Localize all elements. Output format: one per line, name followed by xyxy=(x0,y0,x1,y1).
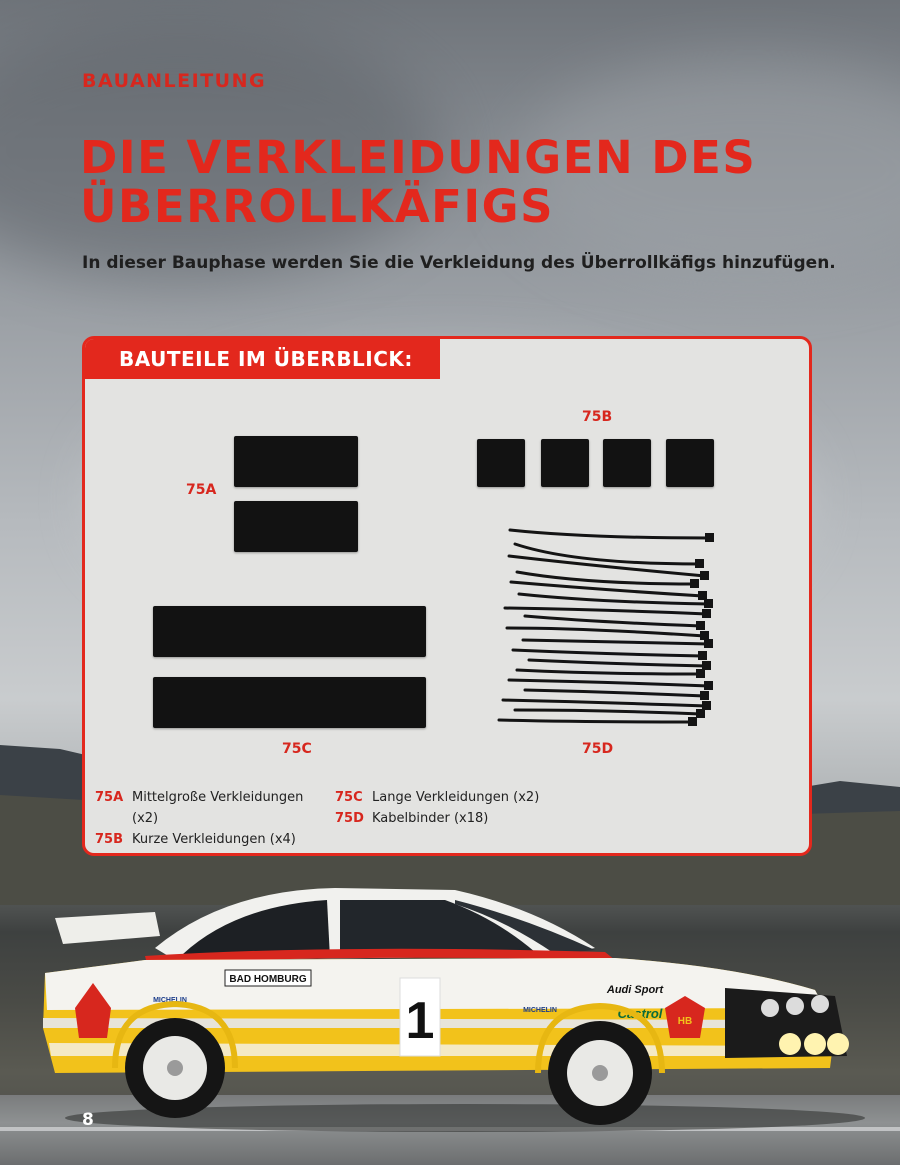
legend-code-75b: 75B xyxy=(95,832,123,847)
page-title xyxy=(80,133,756,231)
page-number: 8 xyxy=(82,1110,94,1130)
legend-code-75a: 75A xyxy=(95,790,124,805)
felt-pad-75a-1 xyxy=(234,436,358,487)
legend-qty-75a: (x2) xyxy=(132,811,159,826)
felt-pad-75b-2 xyxy=(541,439,589,487)
part-label-75c: 75C xyxy=(282,741,312,757)
legend-item-75c xyxy=(335,787,575,808)
sponsor-michelin-front: MICHELIN xyxy=(523,1007,557,1014)
legend-item-75a xyxy=(95,787,330,808)
legend-item-75b xyxy=(95,829,330,850)
legend-text-75a: Mittelgroße Verkleidungen xyxy=(132,790,304,805)
legend-item-75d xyxy=(335,808,575,829)
felt-pad-75a-2 xyxy=(234,501,358,552)
panel-heading: BAUTEILE IM ÜBERBLICK: xyxy=(85,339,440,379)
felt-pad-75c-2 xyxy=(153,677,426,728)
part-label-75d: 75D xyxy=(582,741,614,757)
part-label-75b: 75B xyxy=(582,409,613,425)
sponsor-hb: HB xyxy=(677,1016,693,1027)
sponsor-castrol: Castrol xyxy=(617,1006,663,1021)
part-label-75a: 75A xyxy=(186,482,217,498)
sponsor-audi-sport: Audi Sport xyxy=(606,984,664,996)
legend-code-75d: 75D xyxy=(335,811,364,826)
legend-text-75c: Lange Verkleidungen (x2) xyxy=(372,790,540,805)
legend-text-75b: Kurze Verkleidungen (x4) xyxy=(132,832,296,847)
sponsor-michelin-rear: MICHELIN xyxy=(153,997,187,1004)
parts-overview-panel xyxy=(82,336,812,856)
title-line-2: ÜBERROLLKÄFIGS xyxy=(80,180,555,233)
felt-pad-75b-1 xyxy=(477,439,525,487)
felt-pad-75b-3 xyxy=(603,439,651,487)
felt-pad-75b-4 xyxy=(666,439,714,487)
parts-legend-left xyxy=(95,787,330,850)
legend-code-75c: 75C xyxy=(335,790,363,805)
race-number: 1 xyxy=(405,992,435,1050)
title-line-1: DIE VERKLEIDUNGEN DES xyxy=(80,131,757,184)
parts-legend-right xyxy=(335,787,575,829)
rally-car-illustration xyxy=(35,878,865,1138)
legend-text-75d: Kabelbinder (x18) xyxy=(372,811,489,826)
section-label: BAUANLEITUNG xyxy=(82,70,267,92)
felt-pad-75c-1 xyxy=(153,606,426,657)
page-subtitle: In dieser Bauphase werden Sie die Verkleidung des Überrollkäfigs hinzufügen. xyxy=(82,253,836,273)
sponsor-bad-homburg: BAD HOMBURG xyxy=(229,974,307,985)
cable-ties-illustration xyxy=(495,524,725,729)
